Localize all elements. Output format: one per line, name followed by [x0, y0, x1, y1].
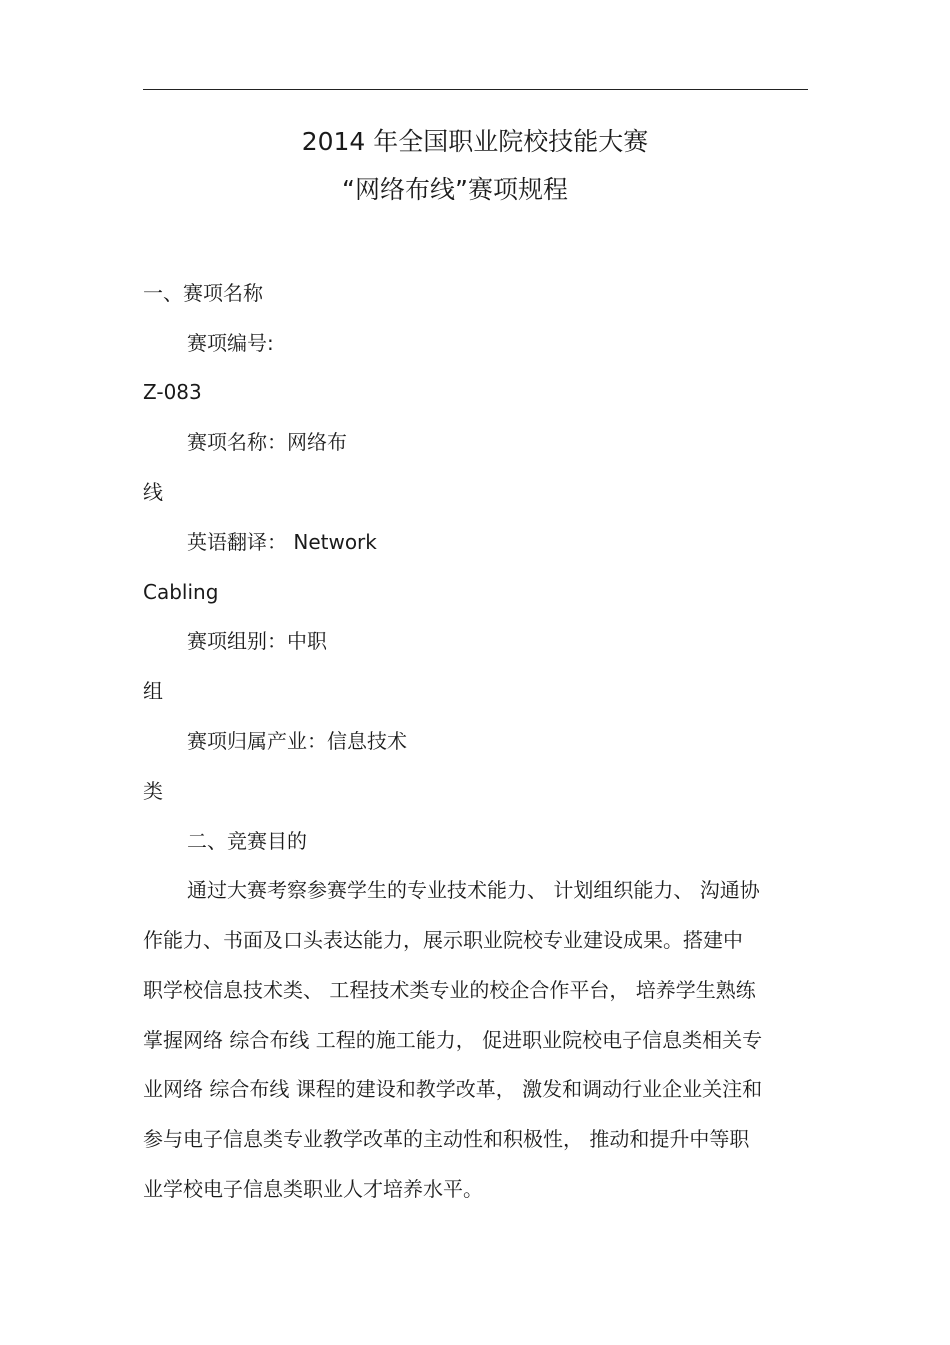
event-code-label: 赛项编号:: [187, 331, 274, 355]
english-translation-continuation: Cabling: [143, 580, 219, 604]
paragraph-line: 作能力、书面及口头表达能力，展示职业院校专业建设成果。搭建中: [143, 928, 743, 952]
document-title: 2014 年全国职业院校技能大赛: [301, 127, 649, 156]
paragraph-line: 参与电子信息类专业教学改革的主动性和积极性， 推动和提升中等职: [143, 1127, 750, 1151]
industry-label: 赛项归属产业：信息技术: [187, 729, 407, 753]
event-group-continuation: 组: [143, 679, 163, 703]
event-code-value: Z-083: [143, 380, 202, 404]
industry-continuation: 类: [143, 779, 163, 803]
paragraph-line: 职学校信息技术类、 工程技术类专业的校企合作平台， 培养学生熟练: [143, 978, 756, 1002]
paragraph-line: 业网络 综合布线 课程的建设和教学改革， 激发和调动行业企业关注和: [143, 1077, 763, 1101]
event-group-label: 赛项组别：中职: [187, 629, 327, 653]
paragraph-line: 掌握网络 综合布线 工程的施工能力， 促进职业院校电子信息类相关专: [143, 1028, 763, 1052]
paragraph-line: 业学校电子信息类职业人才培养水平。: [143, 1177, 483, 1201]
paragraph-line: 通过大赛考察参赛学生的专业技术能力、 计划组织能力、 沟通协: [187, 878, 760, 902]
section-2-heading: 二、竞赛目的: [187, 829, 307, 853]
event-name-label: 赛项名称：网络布: [187, 430, 347, 454]
document-subtitle: “网络布线”赛项规程: [342, 175, 568, 204]
event-name-continuation: 线: [143, 480, 163, 504]
header-rule: [143, 89, 808, 90]
section-1-heading: 一、赛项名称: [143, 281, 263, 305]
english-translation-label: 英语翻译： Network: [187, 530, 377, 554]
